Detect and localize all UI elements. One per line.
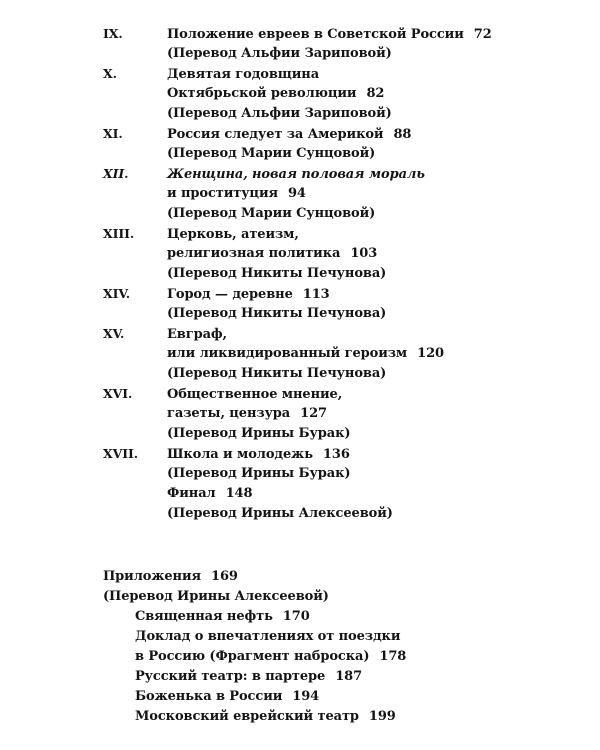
chapter-number: XV. (103, 326, 125, 341)
page-number: 82 (366, 86, 385, 101)
toc-line (103, 344, 583, 364)
page-number: 88 (393, 127, 412, 142)
toc-line (103, 304, 583, 324)
chapter-number: XVII. (103, 446, 138, 461)
appendix-item (103, 607, 583, 627)
translator-credit: (Перевод Ирины Алексеевой) (103, 589, 329, 604)
appendix-translator-line (103, 587, 583, 607)
page-number: 169 (211, 569, 238, 584)
toc-line (103, 64, 583, 84)
translator-credit: (Перевод Марии Сунцовой) (167, 206, 376, 221)
appendix-item (103, 667, 583, 687)
appendix-item (103, 647, 583, 667)
appendix-item-title: Доклад о впечатлениях от поездки (135, 629, 401, 644)
toc-line (103, 224, 583, 244)
toc-line (103, 24, 583, 44)
chapter-title: Положение евреев в Советской России (167, 27, 464, 42)
chapter-title: Общественное мнение, (167, 387, 343, 402)
toc-line (103, 324, 583, 344)
page-number: 170 (282, 609, 310, 624)
toc-line (103, 164, 583, 184)
page-number: 120 (417, 346, 444, 361)
chapter-number: XVI. (103, 386, 133, 401)
toc-line (103, 424, 583, 444)
toc-line (103, 124, 583, 144)
translator-credit: (Перевод Марии Сунцовой) (167, 146, 376, 161)
chapter-title: или ликвидированный героизм (167, 346, 408, 361)
chapter-title: Финал (167, 486, 216, 501)
chapter-title: Девятая годовщина (167, 67, 320, 82)
translator-credit: (Перевод Никиты Печунова) (167, 306, 387, 321)
appendix-title: Приложения (103, 569, 202, 584)
toc-line (103, 404, 583, 424)
chapter-title: и проституция (167, 186, 278, 201)
translator-credit: (Перевод Ирины Бурак) (167, 426, 351, 441)
toc-line (103, 44, 583, 64)
appendix-item-title: Боженька в России (135, 689, 283, 704)
chapter-number: XIII. (103, 226, 135, 241)
chapter-title: Евграф, (167, 327, 227, 342)
chapter-title: Октябрьской революции (167, 86, 357, 101)
appendix-section (103, 567, 583, 727)
page-number: 187 (335, 669, 363, 684)
translator-credit: (Перевод Никиты Печунова) (167, 266, 387, 281)
page-number: 194 (292, 689, 320, 704)
toc-line (103, 384, 583, 404)
chapter-number: XI. (103, 126, 123, 141)
chapter-number: XII. (103, 166, 129, 181)
toc-line (103, 284, 583, 304)
toc-line (103, 464, 583, 484)
toc-line (103, 364, 583, 384)
page-number: 148 (225, 486, 253, 501)
chapter-title: Школа и молодежь (167, 447, 313, 462)
page-number: 127 (300, 406, 327, 421)
toc-line (103, 244, 583, 264)
translator-credit: (Перевод Альфии Зариповой) (167, 106, 392, 121)
appendix-item-title: Русский театр: в партере (135, 669, 326, 684)
chapter-title: Город — деревне (167, 287, 293, 302)
toc-line (103, 144, 583, 164)
appendix-item-title: Священная нефть (135, 609, 273, 624)
chapter-list (103, 24, 583, 524)
toc-line (103, 504, 583, 524)
appendix-item (103, 707, 583, 727)
appendix-item-title: в Россию (Фрагмент наброска) (135, 649, 370, 664)
translator-credit: (Перевод Ирины Бурак) (167, 466, 351, 481)
translator-credit: (Перевод Ирины Алексеевой) (167, 506, 393, 521)
toc-line (103, 184, 583, 204)
page-number: 113 (302, 287, 330, 302)
appendix-item-title: Московский еврейский театр (135, 709, 359, 724)
appendix-item (103, 687, 583, 707)
page-number: 136 (322, 447, 350, 462)
chapter-title: Женщина, новая половая мораль (167, 167, 425, 182)
chapter-title: Россия следует за Америкой (167, 127, 384, 142)
translator-credit: (Перевод Альфии Зариповой) (167, 46, 392, 61)
appendix-heading (103, 567, 583, 587)
toc-line (103, 104, 583, 124)
page-number: 94 (287, 186, 306, 201)
page-number: 178 (379, 649, 407, 664)
chapter-number: XIV. (103, 286, 131, 301)
toc-line (103, 444, 583, 464)
page-number: 199 (368, 709, 396, 724)
toc-line (103, 484, 583, 504)
page-number: 103 (350, 246, 378, 261)
chapter-number: IX. (103, 26, 123, 41)
chapter-title: Церковь, атеизм, (167, 227, 299, 242)
chapter-title: газеты, цензура (167, 406, 291, 421)
toc-line (103, 84, 583, 104)
toc-line (103, 204, 583, 224)
appendix-item (103, 627, 583, 647)
translator-credit: (Перевод Никиты Печунова) (167, 366, 387, 381)
chapter-title: религиозная политика (167, 246, 341, 261)
chapter-number: X. (103, 66, 117, 81)
page-number: 72 (473, 27, 492, 42)
toc-line (103, 264, 583, 284)
